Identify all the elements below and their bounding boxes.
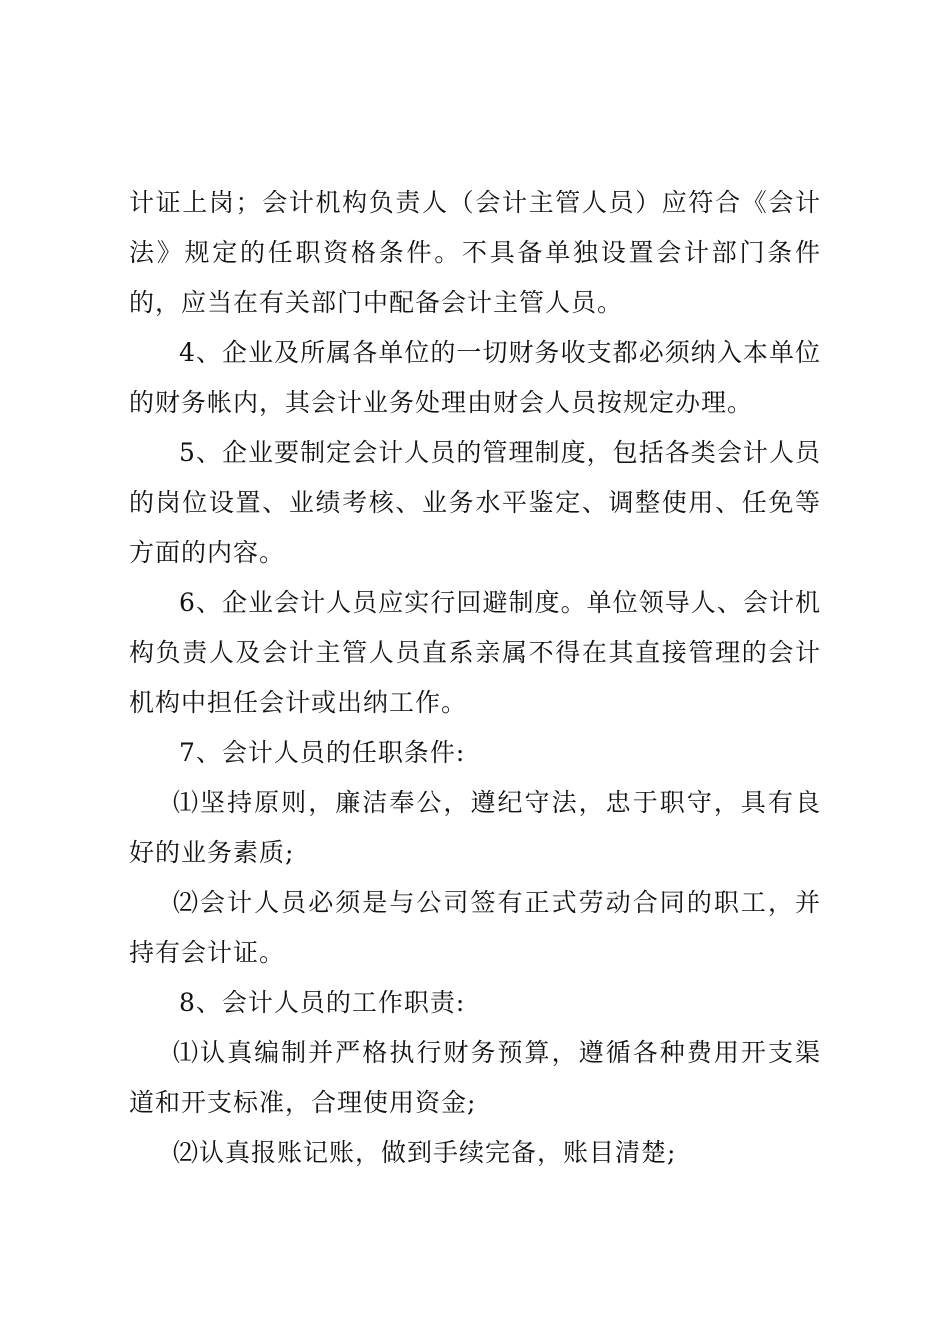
paragraph-item-7-sub-2: ⑵会计人员必须是与公司签有正式劳动合同的职工，并持有会计证。 — [129, 888, 821, 967]
paragraph-continuation: 计证上岗；会计机构负责人（会计主管人员）应符合《会计法》规定的任职资格条件。不具备单独设置会计部门条件的，应当在有关部门中配备会计主管人员。 — [129, 188, 821, 317]
paragraph-item-8-heading: 8、会计人员的工作职责: — [179, 988, 466, 1017]
paragraph-item-5: 5、企业要制定会计人员的管理制度，包括各类会计人员的岗位设置、业绩考核、业务水平鉴定、调整使用、任免等方面的内容。 — [129, 438, 821, 567]
document-page — [129, 178, 821, 1178]
paragraph-item-4: 4、企业及所属各单位的一切财务收支都必须纳入本单位的财务帐内，其会计业务处理由财会人员按规定办理。 — [129, 338, 821, 417]
paragraph-item-6: 6、企业会计人员应实行回避制度。单位领导人、会计机构负责人及会计主管人员直系亲属不得在其直接管理的会计机构中担任会计或出纳工作。 — [129, 588, 821, 717]
paragraph-item-8-sub-2: ⑵认真报账记账，做到手续完备，账目清楚; — [173, 1138, 677, 1167]
paragraph-item-8-sub-1: ⑴认真编制并严格执行财务预算，遵循各种费用开支渠道和开支标准，合理使用资金; — [129, 1038, 821, 1117]
paragraph-item-7-heading: 7、会计人员的任职条件: — [179, 738, 466, 767]
paragraph-item-7-sub-1: ⑴坚持原则，廉洁奉公，遵纪守法，忠于职守，具有良好的业务素质; — [129, 788, 821, 867]
